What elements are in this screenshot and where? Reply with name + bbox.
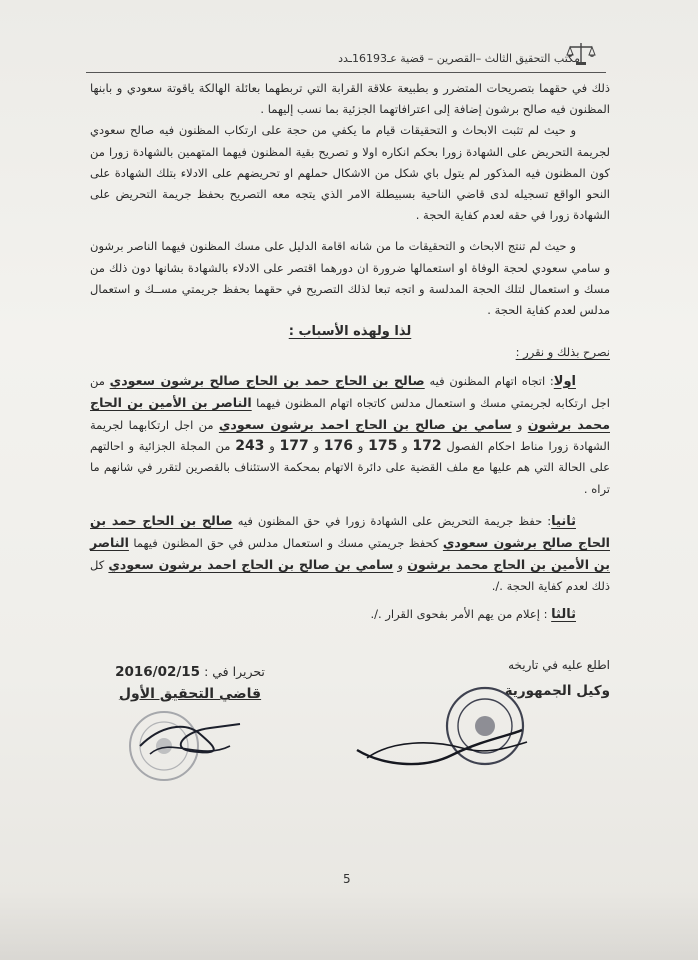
decision-intro-text: نصرح بذلك و نقرر : [515,345,610,360]
accused-name: سامي بن صالح بن الحاج احمد برشون سعودي [218,417,512,433]
paragraph-3: و حيث لم تنتج الابحاث و التحقيقات ما من شانه اقامة الدليل على مسك المظنون فيهما الناصر برشون و سامي سعودي لحجة الوفاة او استعمالها ضرورة ان دورهما اقتصر على الادلاء بالشهادة بشانها دون ذلك من مسك و استعمال لتلك الحجة المدلسة و اتجه تبعا لذلك التصريح في حقهما بحفظ جريمتي مســك و استعمال مدلس لعدم كفاية الحجة . [90,239,610,318]
judge-signature-icon [130,706,250,776]
decision-intro [90,342,610,363]
date-label: تحريرا في : [204,664,265,679]
decision-first: اولا: اتجاه اتهام المظنون فيه صالح بن الحاج حمد بن الحاج صالح برشون سعودي من اجل ارتكابه لجريمتي مسك و استعمال مدلس كاتجاه اتهام المظنون فيهما الناصر بن الأمين بن الحاج محمد برشون و سامي بن صالح بن الحاج احمد برشون سعودي من اجل ارتكابهما لجريمة الشهادة زورا مناط احكام الفصول 172 و 175 و 176 و 177 و 243 من المجلة الجزائية و احالتهم على الحالة التي هم عليها مع ملف القضية على دائرة الاتهام بمحكمة الاستئناف بالقصرين لتقرر في شانهم ما تراه . [90,372,610,496]
accused-name: صالح بن الحاج حمد بن الحاج صالح برشون سعودي [109,372,425,388]
article-number: 172 [412,438,442,455]
date-line [110,664,270,680]
article-number: 176 [323,438,354,455]
notice-line: اطلع عليه في تاريخه [508,658,610,672]
second-label: ثانيا [551,513,576,529]
prosecutor-signature-icon [352,700,532,780]
decision-third: ثالثا : إعلام من يهم الأمر بفحوى القرار ./. [370,606,576,622]
judge-title: قاضي التحقيق الأول [118,686,262,702]
date-value: 2016/02/15 [115,664,201,680]
accused-name: الناصر بن الأمين بن الحاج محمد برشون [90,535,610,573]
section-heading: لذا ولهذه الأسباب : [288,324,412,340]
first-label: اولا [553,373,576,389]
accused-name: الناصر بن الأمين بن الحاج محمد برشون [90,394,610,433]
decision-second: ثانيا: حفظ جريمة التحريض على الشهادة زورا في حق المظنون فيه صالح بن الحاج حمد بن الحاج صالح برشون سعودي كحفظ جريمتي مسك و استعمال مدلس في حق المظنون فيهما الناصر بن الأمين بن الحاج محمد برشون و سامي بن صالح بن الحاج احمد برشون سعودي كل ذلك لعدم كفاية الحجة ./. [90,512,610,594]
prosecutor-title: وكيل الجمهورية [504,683,610,699]
article-number: 177 [279,438,309,455]
paragraph-2: و حيث لم تثبت الابحاث و التحقيقات قيام ما يكفي من حجة على ارتكاب المظنون فيه صالح سعودي لجريمة التحريض على الشهادة زورا بحكم انكاره اولا و تصريح بقية المظنون فيهما المتهمين بالشهادة زورا من كون المظنون فيه المذكور لم يتول باي شكل من الاشكال حملهم او تحريضهم على الادلاء بتلك الشهادة على النحو الواقع تسجيله لدى قاضي الناحية بسبيطلة الامر الذي يتجه معه التصريح بحفظ جريمة التحريض على الشهادة زورا في حقه لعدم كفاية الحجة . [90,123,610,223]
article-number: 243 [235,438,265,455]
document-header: مكتب التحقيق الثالث –القصرين – قضية عـ16193ـدد [338,52,580,65]
document-body [90,78,610,625]
accused-name: سامي بن صالح بن الحاج احمد برشون سعودي [108,557,394,573]
accused-name: صالح بن الحاج حمد بن الحاج صالح برشون سعودي [90,512,610,551]
article-number: 175 [368,438,398,455]
header-divider [86,72,606,73]
signature-block [110,664,270,702]
paragraph-1: ذلك في حقهما بتصريحات المتضرر و بطبيعة علاقة القرابة التي تربطهما بعائلة الهالكة ياقوتة سعودي و بابنها المظنون فيه صالح برشون إضافة إلى اعترافاتهما الجزئية بما نسب إليهما . [90,81,610,117]
third-label: ثالثا [551,606,576,622]
page-number: 5 [343,872,351,886]
